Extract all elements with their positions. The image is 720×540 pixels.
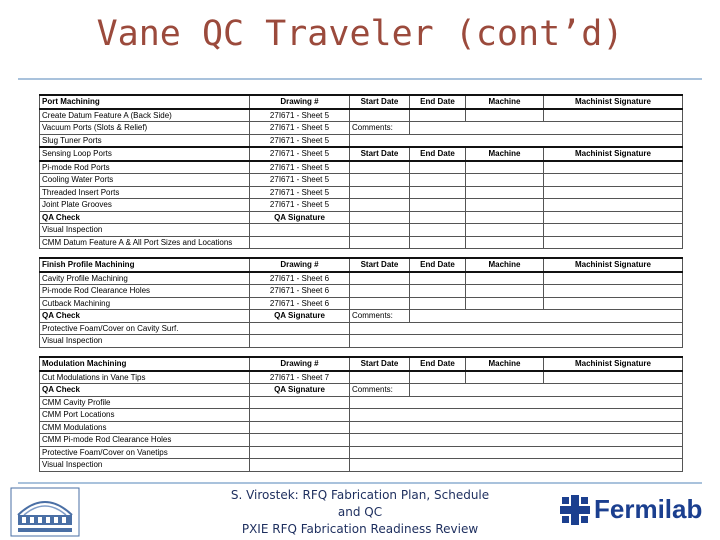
signature-header: Machinist Signature — [544, 95, 683, 109]
comments-space[interactable] — [350, 459, 683, 472]
table-row — [40, 174, 683, 187]
comments-space[interactable] — [350, 446, 683, 459]
start-date-cell[interactable] — [350, 224, 410, 237]
section-title: Modulation Machining — [40, 357, 250, 371]
footer-line-1: S. Virostek: RFQ Fabrication Plan, Schedule — [230, 488, 490, 502]
operation-name: Create Datum Feature A (Back Side) — [40, 109, 250, 122]
table-row — [40, 224, 683, 237]
signature-cell[interactable] — [544, 161, 683, 174]
modulation-table — [39, 356, 683, 472]
comments-space[interactable] — [350, 335, 683, 348]
qa-signature-cell[interactable] — [250, 335, 350, 348]
start-date-cell[interactable] — [350, 109, 410, 122]
machine-cell[interactable] — [466, 109, 544, 122]
qa-signature-label: QA Signature — [250, 310, 350, 323]
drawing-number: 27I671 - Sheet 5 — [250, 147, 350, 161]
table-row — [40, 335, 683, 348]
drawing-number: 27I671 - Sheet 7 — [250, 371, 350, 384]
qa-check-label: QA Check — [40, 310, 250, 323]
end-date-cell[interactable] — [410, 211, 466, 224]
machine-header: Machine — [466, 357, 544, 371]
table-header-row — [40, 258, 683, 272]
table-header-row — [40, 95, 683, 109]
footer-divider — [18, 482, 702, 484]
qa-item: CMM Modulations — [40, 421, 250, 434]
signature-cell[interactable] — [544, 371, 683, 384]
qa-item: Visual Inspection — [40, 459, 250, 472]
fermilab-logo-text: Fermilab — [594, 494, 703, 524]
end-date-cell[interactable] — [410, 371, 466, 384]
end-date-cell[interactable] — [410, 236, 466, 249]
table-row — [40, 310, 683, 323]
signature-cell[interactable] — [544, 272, 683, 285]
drawing-number: 27I671 - Sheet 6 — [250, 272, 350, 285]
qa-item: CMM Datum Feature A & All Port Sizes and Locations — [40, 236, 250, 249]
comments-space[interactable] — [350, 421, 683, 434]
table-row — [40, 147, 683, 161]
signature-cell[interactable] — [544, 211, 683, 224]
drawing-number: 27I671 - Sheet 5 — [250, 161, 350, 174]
machine-header: Machine — [466, 95, 544, 109]
drawing-number: 27I671 - Sheet 5 — [250, 199, 350, 212]
start-date-header: Start Date — [350, 357, 410, 371]
port-machining-table — [39, 94, 683, 249]
operation-name: Cooling Water Ports — [40, 174, 250, 187]
qa-item: CMM Port Locations — [40, 409, 250, 422]
machine-cell[interactable] — [466, 174, 544, 187]
comments-field[interactable] — [410, 384, 683, 397]
signature-header: Machinist Signature — [544, 147, 683, 161]
qa-item: Protective Foam/Cover on Cavity Surf. — [40, 322, 250, 335]
machine-cell[interactable] — [466, 285, 544, 298]
table-row — [40, 236, 683, 249]
signature-cell[interactable] — [544, 285, 683, 298]
table-row — [40, 122, 683, 135]
drawing-number: 27I671 - Sheet 5 — [250, 186, 350, 199]
start-date-cell[interactable] — [350, 199, 410, 212]
signature-cell[interactable] — [544, 224, 683, 237]
qa-signature-cell[interactable] — [250, 322, 350, 335]
section-title: Port Machining — [40, 95, 250, 109]
operation-name: Pi-mode Rod Ports — [40, 161, 250, 174]
end-date-cell[interactable] — [410, 297, 466, 310]
footer-text — [200, 487, 520, 538]
signature-header: Machinist Signature — [544, 357, 683, 371]
drawing-header: Drawing # — [250, 95, 350, 109]
machine-header: Machine — [466, 147, 544, 161]
end-date-cell[interactable] — [410, 285, 466, 298]
drawing-number: 27I671 - Sheet 5 — [250, 122, 350, 135]
comments-space[interactable] — [350, 409, 683, 422]
table-row — [40, 371, 683, 384]
table-row — [40, 446, 683, 459]
machine-cell[interactable] — [466, 297, 544, 310]
qa-signature-cell[interactable] — [250, 224, 350, 237]
machine-cell[interactable] — [466, 186, 544, 199]
machine-cell[interactable] — [466, 371, 544, 384]
start-date-cell[interactable] — [350, 285, 410, 298]
table-row — [40, 297, 683, 310]
qa-signature-cell[interactable] — [250, 434, 350, 447]
qa-item: CMM Cavity Profile — [40, 396, 250, 409]
fermilab-logo-icon — [560, 495, 590, 525]
machine-cell[interactable] — [466, 211, 544, 224]
qa-signature-cell[interactable] — [250, 236, 350, 249]
operation-name: Cavity Profile Machining — [40, 272, 250, 285]
signature-cell[interactable] — [544, 109, 683, 122]
end-date-cell[interactable] — [410, 161, 466, 174]
start-date-header: Start Date — [350, 95, 410, 109]
table-row — [40, 211, 683, 224]
table-row — [40, 459, 683, 472]
table-row — [40, 272, 683, 285]
qa-item: Visual Inspection — [40, 224, 250, 237]
page-title: Vane QC Traveler (cont’d) — [96, 14, 624, 54]
end-date-header: End Date — [410, 95, 466, 109]
signature-header: Machinist Signature — [544, 258, 683, 272]
table-header-row — [40, 357, 683, 371]
machine-cell[interactable] — [466, 199, 544, 212]
qa-signature-cell[interactable] — [250, 446, 350, 459]
machine-header: Machine — [466, 258, 544, 272]
signature-cell[interactable] — [544, 186, 683, 199]
qa-item: CMM Pi-mode Rod Clearance Holes — [40, 434, 250, 447]
machine-cell[interactable] — [466, 272, 544, 285]
operation-name: Threaded Insert Ports — [40, 186, 250, 199]
start-date-header: Start Date — [350, 258, 410, 272]
start-date-cell[interactable] — [350, 272, 410, 285]
comments-space[interactable] — [350, 134, 683, 147]
end-date-cell[interactable] — [410, 224, 466, 237]
end-date-cell[interactable] — [410, 272, 466, 285]
comments-field[interactable] — [410, 122, 683, 135]
table-row — [40, 322, 683, 335]
comments-space[interactable] — [350, 396, 683, 409]
drawing-number: 27I671 - Sheet 5 — [250, 134, 350, 147]
qa-item: Protective Foam/Cover on Vanetips — [40, 446, 250, 459]
signature-cell[interactable] — [544, 297, 683, 310]
comments-field[interactable] — [410, 310, 683, 323]
table-row — [40, 421, 683, 434]
qa-signature-label: QA Signature — [250, 384, 350, 397]
table-row — [40, 161, 683, 174]
comments-label: Comments: — [350, 122, 410, 135]
footer-line-2: and QC — [337, 505, 383, 519]
operation-name: Joint Plate Grooves — [40, 199, 250, 212]
end-date-header: End Date — [410, 258, 466, 272]
end-date-cell[interactable] — [410, 186, 466, 199]
footer-line-3: PXIE RFQ Fabrication Readiness Review — [241, 522, 479, 536]
drawing-number: 27I671 - Sheet 5 — [250, 174, 350, 187]
operation-name: Slug Tuner Ports — [40, 134, 250, 147]
start-date-cell[interactable] — [350, 174, 410, 187]
start-date-cell[interactable] — [350, 371, 410, 384]
table-row — [40, 186, 683, 199]
signature-cell[interactable] — [544, 199, 683, 212]
finish-profile-table — [39, 257, 683, 348]
comments-space[interactable] — [350, 322, 683, 335]
operation-name: Cut Modulations in Vane Tips — [40, 371, 250, 384]
operation-name: Pi-mode Rod Clearance Holes — [40, 285, 250, 298]
machine-cell[interactable] — [466, 161, 544, 174]
table-row — [40, 134, 683, 147]
section-title: Finish Profile Machining — [40, 258, 250, 272]
table-row — [40, 285, 683, 298]
fermilab-logo — [560, 494, 702, 525]
start-date-cell[interactable] — [350, 186, 410, 199]
operation-name: Cutback Machining — [40, 297, 250, 310]
title-divider — [18, 78, 702, 80]
berkeley-lab-logo-icon — [10, 487, 80, 537]
end-date-cell[interactable] — [410, 109, 466, 122]
comments-space[interactable] — [350, 434, 683, 447]
end-date-header: End Date — [410, 147, 466, 161]
start-date-cell[interactable] — [350, 297, 410, 310]
machine-cell[interactable] — [466, 236, 544, 249]
end-date-cell[interactable] — [410, 199, 466, 212]
end-date-cell[interactable] — [410, 174, 466, 187]
operation-name: Sensing Loop Ports — [40, 147, 250, 161]
drawing-header: Drawing # — [250, 258, 350, 272]
comments-label: Comments: — [350, 384, 410, 397]
qa-check-label: QA Check — [40, 211, 250, 224]
table-row — [40, 109, 683, 122]
end-date-header: End Date — [410, 357, 466, 371]
drawing-header: Drawing # — [250, 357, 350, 371]
start-date-cell[interactable] — [350, 236, 410, 249]
table-row — [40, 384, 683, 397]
table-row — [40, 199, 683, 212]
drawing-number: 27I671 - Sheet 6 — [250, 297, 350, 310]
table-row — [40, 409, 683, 422]
qa-signature-cell[interactable] — [250, 396, 350, 409]
table-row — [40, 434, 683, 447]
machine-cell[interactable] — [466, 224, 544, 237]
start-date-header: Start Date — [350, 147, 410, 161]
table-row — [40, 396, 683, 409]
qa-check-label: QA Check — [40, 384, 250, 397]
qa-item: Visual Inspection — [40, 335, 250, 348]
qa-signature-label: QA Signature — [250, 211, 350, 224]
qa-signature-cell[interactable] — [250, 409, 350, 422]
qa-signature-cell[interactable] — [250, 421, 350, 434]
start-date-cell[interactable] — [350, 211, 410, 224]
start-date-cell[interactable] — [350, 161, 410, 174]
operation-name: Vacuum Ports (Slots & Relief) — [40, 122, 250, 135]
signature-cell[interactable] — [544, 174, 683, 187]
qa-signature-cell[interactable] — [250, 459, 350, 472]
drawing-number: 27I671 - Sheet 5 — [250, 109, 350, 122]
comments-label: Comments: — [350, 310, 410, 323]
drawing-number: 27I671 - Sheet 6 — [250, 285, 350, 298]
signature-cell[interactable] — [544, 236, 683, 249]
